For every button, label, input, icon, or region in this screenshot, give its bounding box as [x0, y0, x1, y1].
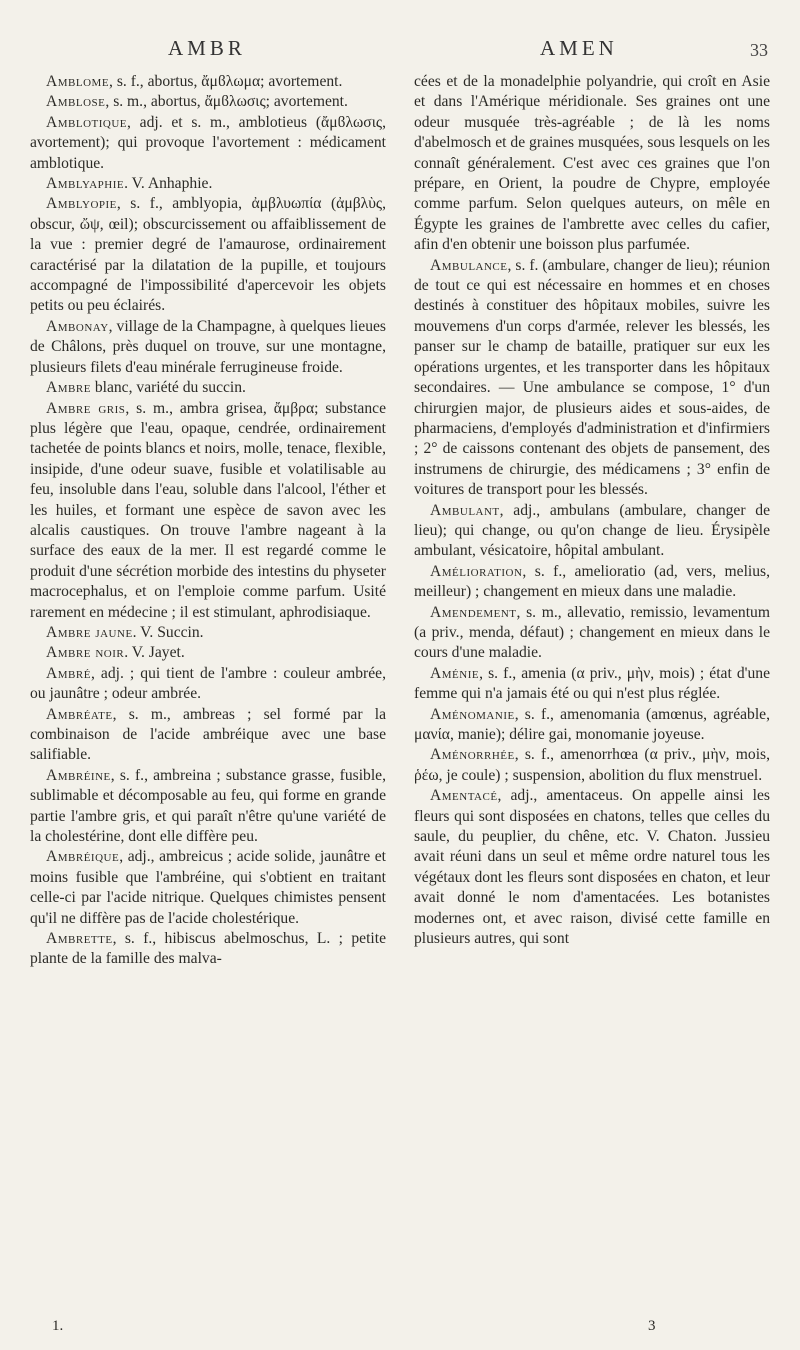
entry-headword: Aménorrhée	[430, 746, 515, 764]
dictionary-entry	[30, 847, 386, 929]
entry-definition: cées et de la monadelphie polyandrie, qui croît en Asie et dans l'Amérique méridionale. Ses graines ont une odeur musquée très-agréable ; de là les noms d'abelmosch et de graines musquées, sous lesquels on les connaît généralement. C'est avec ces graines que l'on prépare, en Orient, la poudre de Chypre, employée comme parfum. Selon quelques auteurs, on mêle en Égypte les graines de l'ambrette avec celles du cafier, afin d'en obtenir une boisson plus parfumée.	[414, 73, 770, 254]
dictionary-entry	[30, 113, 386, 174]
dictionary-entry	[414, 786, 770, 949]
entry-headword: Ambulant	[430, 501, 500, 519]
dictionary-entry	[30, 705, 386, 766]
signature-mark: 1.	[52, 1318, 64, 1334]
entry-definition: , s. m., ambreas ; sel formé par la combinaison de l'acide ambréique avec une base salifiable.	[30, 705, 386, 764]
dictionary-entry	[30, 643, 386, 663]
entry-headword: Ambré	[46, 664, 91, 682]
entry-definition: , adj. ; qui tient de l'ambre : couleur ambrée, ou jaunâtre ; odeur ambrée.	[30, 664, 386, 703]
dictionary-entry	[30, 664, 386, 705]
entry-definition: , adj. et s. m., amblotieus (ἄμϐλωσις, avortement); qui provoque l'avortement : médicament amblotique.	[30, 113, 386, 172]
entry-definition: . V. Anhaphie.	[124, 175, 213, 193]
dictionary-entry	[30, 194, 386, 316]
dictionary-entry	[414, 256, 770, 501]
entry-headword: Ambonay	[46, 317, 109, 335]
dictionary-entry	[414, 603, 770, 664]
entry-headword: Ambréate	[46, 705, 113, 723]
dictionary-entry	[30, 766, 386, 848]
entry-definition: . V. Jayet.	[124, 644, 185, 662]
entry-definition: , s. f., hibiscus abelmoschus, L. ; petite plante de la famille des malva-	[30, 930, 386, 968]
entry-headword: Amendement	[430, 603, 517, 621]
dictionary-entry	[30, 317, 386, 378]
entry-headword: Amblyopie	[46, 195, 117, 213]
dictionary-entry	[30, 174, 386, 194]
dictionary-entry	[30, 378, 386, 398]
entry-headword: Amblotique	[46, 113, 128, 131]
entry-headword: Amblome	[46, 73, 110, 90]
dictionary-entry	[414, 664, 770, 705]
entry-headword: Ambrette	[46, 930, 113, 948]
entry-headword: Amblose	[46, 93, 106, 111]
dictionary-entry	[414, 562, 770, 603]
entry-headword: Ambréine	[46, 766, 111, 784]
entry-headword: Aménie	[430, 664, 480, 682]
entry-headword: Aménomanie	[430, 705, 515, 723]
entry-headword: Ambre	[46, 379, 91, 397]
entry-definition: , adj., ambreicus ; acide solide, jaunâtre et moins fusible que l'ambréine, qui s'obtient en traitant celle-ci par l'acide nitrique. Quelques chimistes pensent qu'il ne diffère pas de l'acide cholestérique.	[30, 848, 386, 927]
entry-headword: Ambre noir	[46, 644, 125, 662]
entry-headword: Amentacé	[430, 787, 498, 805]
entry-definition: , s. m., ambra grisea, ἄμβρα; substance plus légère que l'eau, opaque, cendrée, ordinairement tachetée de points blancs et noirs, molle, tenace, flexible, insipide, d'une odeur suave, fusible et volatilisable au feu, insoluble dans l'eau, soluble dans l'alcool, l'éther et les huiles, et formant une espèce de savon avec les alcalis caustiques. On trouve l'ambre nageant à la surface des eaux de la mer. Il est regardé comme le produit d'une sécrétion morbide des intestins du physeter macrocephalus, et on l'emploie comme parfum. Usité rarement en médecine ; il est stimulant, aphrodisiaque.	[30, 399, 386, 621]
dictionary-entry	[414, 501, 770, 562]
entry-definition: , adj., ambulans (ambulare, changer de lieu); qui change, ou qu'on change de lieu. Érysipèle ambulant, vésicatoire, hôpital ambulant.	[414, 501, 770, 560]
entry-definition: , s. f., amenorrhœa (α priv., μὴν, mois, ῥέω, je coule) ; suspension, abolition du flux menstruel.	[414, 746, 770, 784]
entry-definition: , adj., amentaceus. On appelle ainsi les fleurs qui sont disposées en chatons, telles que celles du saule, du peuplier, du chêne, etc. V. Chaton. Jussieu avait réuni dans un seul et même ordre naturel tous les végétaux dont les fleurs sont disposées en chaton, et leur avait donné le nom d'amentacées. Les botanistes modernes ont, et avec raison, divisé cette famille en plusieurs autres, qui sont	[414, 787, 770, 948]
dictionary-entry	[30, 72, 386, 92]
dictionary-entry	[30, 92, 386, 112]
entry-headword: Ambulance	[430, 256, 508, 274]
entry-definition: , s. f., amenia (α priv., μὴν, mois) ; état d'une femme qui n'a jamais été ou qui n'est plus réglée.	[414, 664, 770, 703]
entry-definition: blanc, variété du succin.	[90, 379, 246, 397]
entry-headword: Amblyaphie	[46, 175, 125, 193]
right-column	[414, 72, 770, 949]
dictionary-entry	[414, 705, 770, 746]
entry-definition: , s. f., amblyopia, ἀμβλυωπία (ἀμβλὺς, obscur, ὤψ, œil); obscurcissement ou affaiblissement de la vue : premier degré de l'amaurose, ordinairement caractérisé par la dilatation de la pupille, et toujours accompagné de l'impossibilité d'apercevoir les objets petits ou peu éclairés.	[30, 195, 386, 315]
dictionary-entry	[414, 72, 770, 256]
entry-headword: Ambre gris	[46, 399, 126, 417]
signature-mark-right: 3	[648, 1318, 656, 1334]
entry-definition: , s. f. (ambulare, changer de lieu); réunion de tout ce qui est nécessaire en hommes et en choses destinés à constituer des hôpitaux mobiles, suivre les mouvemens d'un corps d'armée, relever les blessés, les panser sur le champ de bataille, pratiquer sur eux les opérations urgentes, et les transporter dans les hôpitaux secondaires. — Une ambulance se compose, 1° d'un chirurgien major, de plusieurs aides et sous-aides, de pharmaciens, d'employés d'administration et d'infirmiers ; 2° de caissons contenant des objets de pansement, des instrumens de chirurgie, des médicamens ; 3° enfin de voitures de transport pour les blessés.	[414, 256, 770, 499]
entry-definition: , s. m., allevatio, remissio, levamentum (a priv., menda, défaut) ; changement en mieux dans le cours d'une maladie.	[414, 603, 770, 662]
page-number: 33	[750, 40, 768, 60]
left-column	[30, 72, 386, 970]
entry-headword: Ambre jaune	[46, 623, 133, 641]
entry-definition: , s. f., amenomania (amœnus, agréable, μανία, manie); délire gai, monomanie joyeuse.	[414, 705, 770, 743]
dictionary-entry	[30, 399, 386, 623]
entry-definition: , s. f., abortus, ἄμϐλωμα; avortement.	[109, 73, 343, 90]
running-head-right: AMEN	[540, 36, 618, 60]
dictionary-entry	[414, 745, 770, 786]
dictionary-entry	[30, 623, 386, 643]
entry-definition: , s. f., amelioratio (ad, vers, melius, meilleur) ; changement en mieux dans une maladie.	[414, 562, 770, 601]
entry-headword: Amélioration	[430, 562, 523, 580]
dictionary-entry	[30, 929, 386, 970]
entry-definition: , s. m., abortus, ἄμϐλωσις; avortement.	[105, 93, 348, 111]
running-head-left: AMBR	[168, 36, 246, 60]
entry-definition: , village de la Champagne, à quelques lieues de Châlons, près duquel on trouve, sur une montagne, plusieurs filets d'eau minérale ferrugineuse froide.	[30, 317, 386, 376]
entry-definition: . V. Succin.	[132, 623, 204, 641]
entry-definition: , s. f., ambreina ; substance grasse, fusible, sublimable et décomposable au feu, qui forme en grande partie l'ambre gris, et qui paraît n'être qu'une variété de la cholestérine, dont elle diffère peu.	[30, 766, 386, 846]
entry-headword: Ambréique	[46, 848, 120, 866]
